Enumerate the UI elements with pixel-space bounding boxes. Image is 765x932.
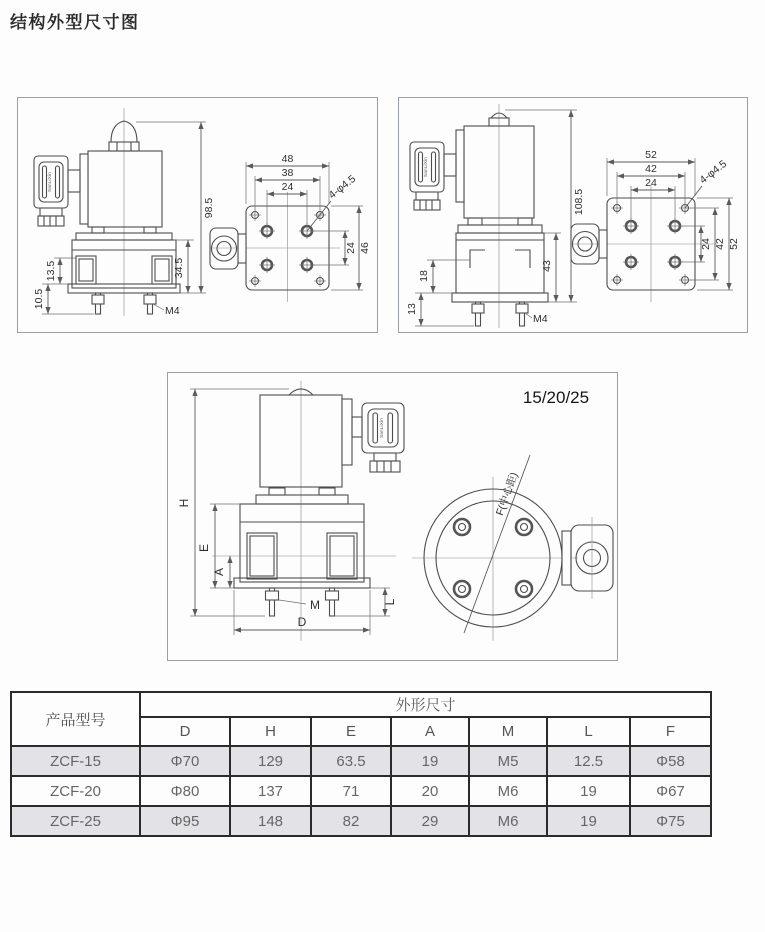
dim-height-label: H [177, 498, 191, 508]
dim-plate-width-outer: 52 [645, 149, 657, 161]
table-row-zcf-15: ZCF-15 Φ70 129 63.5 19 M5 12.5 Φ58 [11, 746, 711, 776]
model-cell: ZCF-20 [11, 776, 140, 806]
model-cell: ZCF-25 [11, 806, 140, 836]
dim-total-height: 108.5 [573, 188, 585, 216]
brand-label: SanLiXin [423, 157, 428, 177]
dim-plate-width-outer: 48 [281, 153, 294, 165]
din-connector [362, 403, 404, 472]
dim-plate-height-inner: 24 [345, 242, 357, 254]
col-header-a: A [391, 717, 469, 746]
dim-plate-width-inner: 24 [645, 177, 657, 189]
dimensions-group-header: 外形尺寸 [140, 692, 711, 717]
dim-mount-holes: 4-φ4.5 [697, 157, 730, 187]
mounting-studs [472, 302, 528, 326]
valve-front-view [177, 381, 404, 641]
dim-stud-height: 13 [406, 303, 418, 315]
mounting-plate-view [210, 153, 371, 302]
dim-plate-height-inner: 24 [700, 238, 712, 250]
mounting-plate-view [571, 149, 740, 302]
dim-plate-width-inner: 24 [281, 181, 294, 193]
col-header-l: L [547, 717, 630, 746]
hex-port-fitting [210, 228, 246, 269]
dimension-drawing-box-2 [398, 97, 748, 333]
valve-side-view [406, 104, 585, 328]
brand-label: SanLiXin [47, 172, 52, 192]
flange-dim-label: F(中心距) [493, 470, 521, 518]
page-title: 结构外型尺寸图 [10, 13, 140, 32]
dim-port-label: A [212, 567, 226, 577]
dim-stud-height: 10.5 [33, 288, 45, 310]
col-header-e: E [311, 717, 391, 746]
valve-side-view [33, 108, 215, 317]
brand-label: SanLiXin [379, 418, 384, 438]
dim-plate-height-outer: 46 [359, 242, 371, 254]
dim-slot-height: 13.5 [45, 260, 57, 282]
din-connector [34, 156, 68, 226]
model-cell: ZCF-15 [11, 746, 140, 776]
dim-body-height: 34.5 [173, 257, 185, 279]
dim-thread-label: M [310, 598, 320, 612]
dim-plate-height-outer: 52 [728, 238, 740, 250]
dim-body-height: 43 [541, 260, 553, 272]
spec-table [10, 691, 712, 837]
dim-mount-holes: 4-φ4.5 [326, 172, 359, 202]
valve-drawing-3 [168, 373, 615, 658]
col-header-h: H [230, 717, 311, 746]
variant-label: 15/20/25 [522, 388, 590, 407]
dim-slot-height: 18 [418, 270, 430, 282]
dim-plate-width-mid: 42 [645, 163, 657, 175]
dim-stud-label: L [383, 598, 397, 606]
dim-stud-thread: M4 [533, 313, 548, 325]
col-header-f: F [630, 717, 711, 746]
hex-port-fitting [562, 517, 613, 599]
valve-drawing-1 [18, 98, 375, 330]
dim-stud-thread: M4 [165, 305, 180, 317]
dim-plate-width-mid: 38 [281, 167, 294, 179]
table-row-zcf-25: ZCF-25 Φ95 148 82 29 M6 19 Φ75 [11, 806, 711, 836]
flange-bottom-view [412, 455, 613, 641]
mounting-studs [266, 588, 339, 616]
col-header-d: D [140, 717, 230, 746]
dim-width-label: D [297, 615, 307, 629]
valve-drawing-2 [399, 98, 745, 330]
dim-total-height: 98.5 [203, 197, 215, 219]
col-header-m: M [469, 717, 547, 746]
table-row-zcf-20: ZCF-20 Φ80 137 71 20 M6 19 Φ67 [11, 776, 711, 806]
dim-plate-height-mid: 42 [714, 238, 726, 250]
din-connector [410, 142, 444, 210]
dimension-drawing-box-1 [17, 97, 378, 333]
model-column-header: 产品型号 [11, 692, 140, 746]
dim-body-label: E [197, 543, 211, 553]
dimension-drawing-box-3 [167, 372, 618, 661]
